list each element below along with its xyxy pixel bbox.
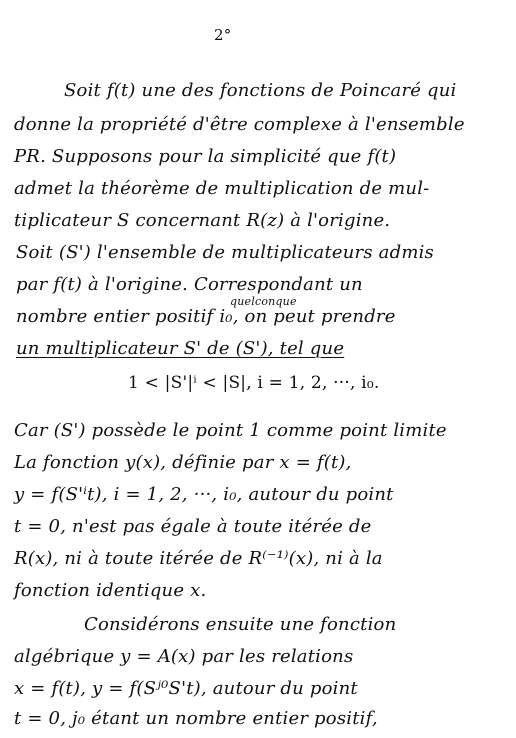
text-line-14: t = 0, n'est pas égale à toute itérée de [14,516,372,537]
text-line-9-underlined: un multiplicateur S' de (S'), tel que [16,338,345,359]
text-line-8: nombre entier positif i₀, on peut prendre [16,306,396,327]
text-line-7: par f(t) à l'origine. Correspondant un [16,274,363,295]
text-line-1: Soit f(t) une des fonctions de Poincaré qui [64,80,457,101]
text-line-18: algébrique y = A(x) par les relations [14,646,354,667]
text-line-6: Soit (S') l'ensemble de multiplicateurs admis [16,242,434,263]
text-line-19: x = f(t), y = f(Sʲ⁰S't), autour du point [14,678,358,699]
text-line-2: donne la propriété d'être complexe à l'ensemble [14,114,465,135]
inequality-formula: 1 < |S'|ⁱ < |S|, i = 1, 2, ···, i₀. [128,373,380,393]
text-line-12: La fonction y(x), définie par x = f(t), [14,452,352,473]
page-number: 2° [214,26,232,44]
text-line-4: admet la théorème de multiplication de mul- [14,178,430,199]
inserted-word-note: quelconque [230,295,297,308]
text-line-15: R(x), ni à toute itérée de R⁽⁻¹⁾(x), ni à la [14,548,383,569]
text-line-13: y = f(S'ⁱt), i = 1, 2, ···, i₀, autour du point [14,484,394,505]
text-line-17: Considérons ensuite une fonction [84,614,397,635]
text-line-11: Car (S') possède le point 1 comme point limite [14,420,447,441]
text-line-3: PR. Supposons pour la simplicité que f(t) [14,146,397,167]
text-line-20: t = 0, j₀ étant un nombre entier positif, [14,708,378,729]
text-line-5: tiplicateur S concernant R(z) à l'origine. [14,210,391,231]
text-line-16: fonction identique x. [14,580,207,601]
